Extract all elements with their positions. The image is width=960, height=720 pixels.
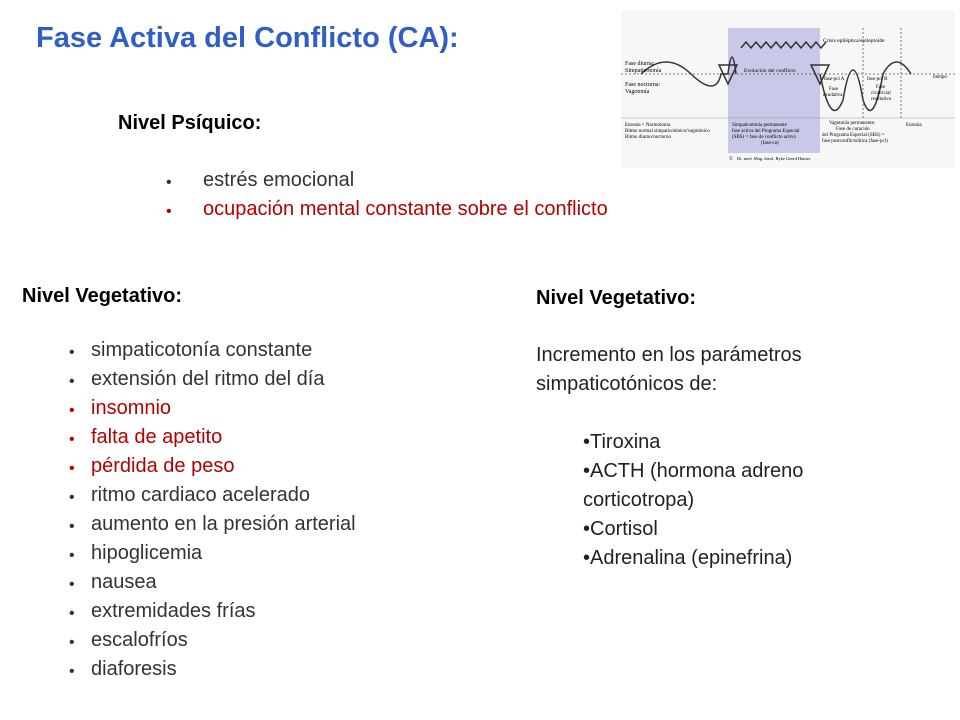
list-item: [69, 452, 356, 481]
vegetative-item-text: simpaticotonía constante: [91, 339, 313, 361]
hormone-item: •Cortisol: [583, 518, 658, 540]
vegetative-right-heading: Nivel Vegetativo:: [536, 287, 697, 309]
vegetative-item-text: pérdida de peso: [91, 455, 235, 477]
label-crisis: Crisis epiléptica/epileptoide: [823, 38, 885, 44]
label-eutonia-3: Ritmo diurno/nocturno: [625, 135, 671, 140]
list-item: [69, 481, 356, 510]
label-eutonia-1: Eutonía = Normotonía: [625, 123, 671, 128]
bullet: •: [69, 402, 75, 419]
hormone-list: [583, 428, 803, 573]
bullet: •: [69, 489, 75, 506]
vegetative-item-text: ritmo cardiaco acelerado: [91, 484, 310, 506]
label-exudative-1: Fase: [829, 87, 839, 92]
list-item: [69, 365, 356, 394]
label-vago-4: fase postconflictolítica (fase-pcl): [822, 139, 888, 144]
psychic-item-text: ocupación mental constante sobre el conflicto: [203, 198, 608, 220]
list-item: [69, 336, 356, 365]
label-simp-3: (SBS) = fase de conflicto activo: [732, 135, 797, 140]
list-item: [69, 394, 356, 423]
label-time: tiempo: [933, 75, 947, 80]
label-simp-1: Simpaticotonía permanente: [732, 123, 787, 128]
label-credit: Dr. med. Mag. theol. Ryke Geerd Hamer: [737, 156, 811, 161]
label-vago-2: Fase de curación: [836, 127, 870, 132]
vegetative-item-text: escalofríos: [91, 629, 188, 651]
vegetative-item-text: aumento en la presión arterial: [91, 513, 356, 535]
vegetative-item-text: insomnio: [91, 397, 172, 419]
vegetative-item-text: falta de apetito: [91, 426, 223, 448]
bullet: •: [69, 663, 75, 680]
intro-line-1: Incremento en los parámetros: [536, 344, 802, 366]
bullet: •: [69, 518, 75, 535]
bullet: •: [69, 373, 75, 390]
hormone-item: •Adrenalina (epinefrina): [583, 547, 793, 569]
vegetative-item-text: extensión del ritmo del día: [91, 368, 325, 390]
bullet: •: [69, 547, 75, 564]
label-vago-3: del Programa Especial (SBS) =: [822, 133, 885, 138]
list-item: [69, 626, 356, 655]
conflict-phase-diagram: [621, 10, 955, 168]
label-night-phase: Fase nocturna:: [625, 82, 661, 88]
label-vago-1: Vagotonía permanente:: [829, 121, 876, 126]
bullet: •: [69, 344, 75, 361]
vegetative-left-list: [69, 336, 356, 684]
label-exudative-2: exudativa: [823, 93, 843, 98]
bullet: •: [166, 203, 172, 220]
list-item: [166, 195, 608, 224]
list-item: [69, 655, 356, 684]
label-simp-4: (fase-ca): [761, 141, 779, 146]
bullet: •: [69, 431, 75, 448]
label-day-phase: Fase diurna:: [625, 61, 655, 67]
bullet: •: [69, 460, 75, 477]
page-title: Fase Activa del Conflicto (CA):: [36, 22, 459, 54]
label-cicatricial-1: Fase: [876, 85, 886, 90]
list-item: [69, 423, 356, 452]
label-pcl-b: fase-pcl B: [867, 77, 888, 82]
label-day-tone: Simpaticotonía: [625, 68, 662, 74]
vegetative-left-heading: Nivel Vegetativo:: [22, 285, 183, 307]
label-cicatricial-2: cicatricial: [871, 91, 891, 96]
bullet: •: [69, 605, 75, 622]
label-pcl-a: fase-pcl A: [824, 77, 845, 82]
label-eutonia-right: Eutonía: [906, 123, 922, 128]
conflict-diagram-svg: [621, 10, 955, 168]
label-conflict-evolution: Evolución del conflicto: [744, 68, 796, 74]
hormone-item: corticotropa): [583, 489, 695, 511]
vegetative-item-text: hipoglicemia: [91, 542, 203, 564]
vegetative-item-text: extremidades frías: [91, 600, 256, 622]
hormone-item: •ACTH (hormona adreno: [583, 460, 804, 482]
vegetative-item-text: diaforesis: [91, 658, 177, 680]
bullet: •: [166, 174, 172, 191]
psychic-heading: Nivel Psíquico:: [118, 112, 262, 134]
vegetative-item-text: nausea: [91, 571, 157, 593]
list-item: [69, 510, 356, 539]
vegetative-right-intro: [536, 341, 802, 399]
psychic-list: [166, 166, 608, 224]
bullet: •: [69, 634, 75, 651]
label-cicatricial-3: restitutiva: [871, 97, 891, 102]
list-item: [69, 539, 356, 568]
hormone-item: •Tiroxina: [583, 431, 661, 453]
intro-line-2: simpaticotónicos de:: [536, 373, 718, 395]
list-item: [69, 568, 356, 597]
label-simp-2: fase activa del Programa Especial: [732, 129, 800, 134]
list-item: [69, 597, 356, 626]
list-item: [166, 166, 608, 195]
copyright-symbol: ©: [729, 157, 733, 162]
label-eutonia-2: Ritmo normal simpaticotónico/vagotónico: [625, 129, 710, 134]
label-night-tone: Vagotonía: [625, 89, 650, 95]
bullet: •: [69, 576, 75, 593]
psychic-item-text: estrés emocional: [203, 169, 355, 191]
